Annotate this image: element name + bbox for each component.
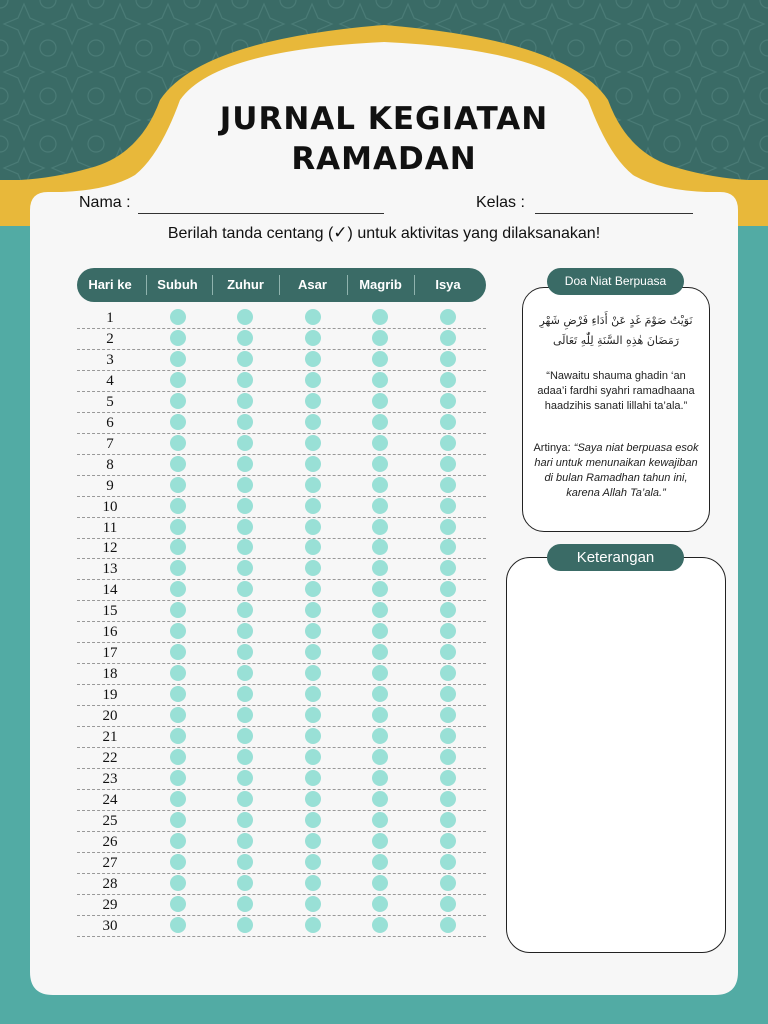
check-circle-asar[interactable]: [305, 456, 321, 472]
page-title-line2: RAMADAN: [291, 141, 477, 177]
header-subuh: Subuh: [157, 277, 198, 292]
check-circle-isya[interactable]: [440, 581, 456, 597]
check-circle-zuhur[interactable]: [237, 665, 253, 681]
check-circle-isya[interactable]: [440, 435, 456, 451]
check-circle-asar[interactable]: [305, 707, 321, 723]
check-circle-zuhur[interactable]: [237, 812, 253, 828]
check-circle-magrib[interactable]: [372, 560, 388, 576]
table-row: [77, 517, 486, 539]
check-circle-isya[interactable]: [440, 812, 456, 828]
table-row: [77, 915, 486, 937]
doa-card-title: Doa Niat Berpuasa: [547, 268, 684, 295]
check-circle-subuh[interactable]: [170, 330, 186, 346]
table-row: [77, 768, 486, 790]
table-row: [77, 726, 486, 748]
day-number: 5: [106, 393, 114, 410]
check-circle-subuh[interactable]: [170, 435, 186, 451]
table-row: [77, 600, 486, 622]
check-circle-subuh[interactable]: [170, 623, 186, 639]
check-circle-asar[interactable]: [305, 414, 321, 430]
check-circle-subuh[interactable]: [170, 498, 186, 514]
check-circle-zuhur[interactable]: [237, 309, 253, 325]
day-number: 14: [102, 582, 118, 599]
check-circle-subuh[interactable]: [170, 309, 186, 325]
check-circle-subuh[interactable]: [170, 414, 186, 430]
check-circle-magrib[interactable]: [372, 896, 388, 912]
check-circle-isya[interactable]: [440, 791, 456, 807]
check-circle-isya[interactable]: [440, 728, 456, 744]
day-number: 29: [102, 896, 118, 913]
check-circle-isya[interactable]: [440, 854, 456, 870]
check-circle-subuh[interactable]: [170, 393, 186, 409]
check-circle-magrib[interactable]: [372, 749, 388, 765]
check-circle-asar[interactable]: [305, 372, 321, 388]
name-field-line[interactable]: [138, 213, 384, 214]
header-asar: Asar: [298, 277, 327, 292]
check-circle-asar[interactable]: [305, 812, 321, 828]
check-circle-subuh[interactable]: [170, 665, 186, 681]
check-circle-magrib[interactable]: [372, 351, 388, 367]
doa-meaning-text: “Saya niat berpuasa esok hari untuk menunaikan kewajiban di bulan Ramadhan tahun ini, karena Allah Ta’ala.”: [534, 442, 699, 499]
doa-arabic-text: نَوَيْتُ صَوْمَ غَدٍ عَنْ أَدَاءِ فَرْضِ شَهْرِ رَمَضَانَ هٰذِهِ السَّنَةِ لِلّٰهِ تَعَالَى: [539, 314, 693, 347]
check-circle-zuhur[interactable]: [237, 728, 253, 744]
check-circle-subuh[interactable]: [170, 686, 186, 702]
check-circle-zuhur[interactable]: [237, 644, 253, 660]
table-row: [77, 810, 486, 832]
table-row: [77, 852, 486, 874]
check-circle-zuhur[interactable]: [237, 854, 253, 870]
check-circle-subuh[interactable]: [170, 707, 186, 723]
day-number: 6: [106, 414, 114, 431]
check-circle-asar[interactable]: [305, 791, 321, 807]
day-number: 24: [102, 791, 118, 808]
check-circle-zuhur[interactable]: [237, 581, 253, 597]
table-row: [77, 391, 486, 413]
check-circle-isya[interactable]: [440, 539, 456, 555]
check-circle-magrib[interactable]: [372, 917, 388, 933]
check-circle-subuh[interactable]: [170, 602, 186, 618]
day-number: 3: [106, 351, 114, 368]
check-circle-asar[interactable]: [305, 854, 321, 870]
check-circle-zuhur[interactable]: [237, 707, 253, 723]
check-circle-asar[interactable]: [305, 644, 321, 660]
check-circle-asar[interactable]: [305, 393, 321, 409]
day-number: 7: [106, 435, 114, 452]
header-hari-ke: Hari ke: [88, 277, 132, 292]
table-header: [77, 268, 486, 302]
check-circle-isya[interactable]: [440, 707, 456, 723]
check-circle-magrib[interactable]: [372, 602, 388, 618]
day-number: 15: [102, 603, 118, 620]
check-circle-asar[interactable]: [305, 435, 321, 451]
check-circle-magrib[interactable]: [372, 477, 388, 493]
table-row: [77, 621, 486, 643]
check-circle-subuh[interactable]: [170, 896, 186, 912]
check-circle-magrib[interactable]: [372, 498, 388, 514]
check-circle-asar[interactable]: [305, 833, 321, 849]
day-number: 16: [102, 624, 118, 641]
table-row: [77, 705, 486, 727]
check-circle-magrib[interactable]: [372, 435, 388, 451]
check-circle-asar[interactable]: [305, 309, 321, 325]
table-row: [77, 328, 486, 350]
check-circle-asar[interactable]: [305, 896, 321, 912]
check-circle-subuh[interactable]: [170, 519, 186, 535]
check-circle-zuhur[interactable]: [237, 372, 253, 388]
class-field-line[interactable]: [535, 213, 693, 214]
check-circle-asar[interactable]: [305, 602, 321, 618]
check-circle-zuhur[interactable]: [237, 330, 253, 346]
day-number: 4: [106, 372, 114, 389]
table-row: [77, 537, 486, 559]
day-number: 2: [106, 330, 114, 347]
check-circle-asar[interactable]: [305, 519, 321, 535]
check-circle-asar[interactable]: [305, 749, 321, 765]
check-circle-subuh[interactable]: [170, 477, 186, 493]
check-circle-isya[interactable]: [440, 560, 456, 576]
check-circle-magrib[interactable]: [372, 644, 388, 660]
check-circle-zuhur[interactable]: [237, 791, 253, 807]
check-circle-zuhur[interactable]: [237, 456, 253, 472]
check-circle-subuh[interactable]: [170, 644, 186, 660]
check-circle-isya[interactable]: [440, 330, 456, 346]
check-circle-isya[interactable]: [440, 644, 456, 660]
check-circle-zuhur[interactable]: [237, 435, 253, 451]
check-circle-magrib[interactable]: [372, 309, 388, 325]
check-circle-subuh[interactable]: [170, 539, 186, 555]
check-circle-isya[interactable]: [440, 414, 456, 430]
check-circle-isya[interactable]: [440, 875, 456, 891]
notes-box[interactable]: [506, 557, 726, 953]
check-circle-zuhur[interactable]: [237, 875, 253, 891]
page-title-line1: JURNAL KEGIATAN: [219, 101, 549, 137]
check-circle-zuhur[interactable]: [237, 477, 253, 493]
day-number: 27: [102, 854, 118, 871]
table-row: [77, 433, 486, 455]
check-circle-asar[interactable]: [305, 477, 321, 493]
day-number: 23: [102, 770, 118, 787]
check-circle-magrib[interactable]: [372, 665, 388, 681]
table-row: [77, 558, 486, 580]
check-circle-asar[interactable]: [305, 581, 321, 597]
check-circle-zuhur[interactable]: [237, 498, 253, 514]
check-circle-isya[interactable]: [440, 686, 456, 702]
table-row: [77, 747, 486, 769]
check-circle-asar[interactable]: [305, 498, 321, 514]
check-circle-subuh[interactable]: [170, 560, 186, 576]
check-circle-magrib[interactable]: [372, 330, 388, 346]
header-magrib: Magrib: [359, 277, 402, 292]
check-circle-subuh[interactable]: [170, 581, 186, 597]
day-number: 19: [102, 687, 118, 704]
table-row: [77, 684, 486, 706]
check-circle-asar[interactable]: [305, 665, 321, 681]
check-circle-asar[interactable]: [305, 539, 321, 555]
check-circle-asar[interactable]: [305, 330, 321, 346]
check-circle-isya[interactable]: [440, 393, 456, 409]
day-number: 26: [102, 833, 118, 850]
checkmark-icon: ✓: [333, 223, 348, 242]
check-circle-magrib[interactable]: [372, 393, 388, 409]
instruction-text: [0, 223, 768, 243]
check-circle-isya[interactable]: [440, 896, 456, 912]
check-circle-isya[interactable]: [440, 749, 456, 765]
check-circle-zuhur[interactable]: [237, 623, 253, 639]
day-number: 17: [102, 645, 118, 662]
check-circle-magrib[interactable]: [372, 875, 388, 891]
instruction-before: Berilah tanda centang (: [167, 225, 334, 242]
class-label: Kelas :: [476, 194, 525, 211]
check-circle-zuhur[interactable]: [237, 560, 253, 576]
day-number: 30: [102, 917, 118, 934]
day-number: 11: [102, 519, 118, 536]
check-circle-subuh[interactable]: [170, 791, 186, 807]
check-circle-isya[interactable]: [440, 833, 456, 849]
day-number: 8: [106, 456, 114, 473]
check-circle-zuhur[interactable]: [237, 393, 253, 409]
check-circle-asar[interactable]: [305, 686, 321, 702]
check-circle-asar[interactable]: [305, 351, 321, 367]
table-row: [77, 370, 486, 392]
table-row: [77, 307, 486, 329]
day-number: 22: [102, 749, 118, 766]
check-circle-magrib[interactable]: [372, 372, 388, 388]
check-circle-asar[interactable]: [305, 728, 321, 744]
check-circle-isya[interactable]: [440, 917, 456, 933]
check-circle-asar[interactable]: [305, 917, 321, 933]
check-circle-isya[interactable]: [440, 623, 456, 639]
check-circle-magrib[interactable]: [372, 456, 388, 472]
check-circle-magrib[interactable]: [372, 414, 388, 430]
day-number: 10: [102, 498, 118, 515]
table-row: [77, 475, 486, 497]
check-circle-zuhur[interactable]: [237, 686, 253, 702]
check-circle-subuh[interactable]: [170, 728, 186, 744]
table-row: [77, 496, 486, 518]
check-circle-isya[interactable]: [440, 372, 456, 388]
table-row: [77, 831, 486, 853]
doa-latin-text: “Nawaitu shauma ghadin ‘an adaa’i fardhi syahri ramadhaana haadzihis sanati lillahi ta’ala.”: [537, 370, 695, 412]
check-circle-asar[interactable]: [305, 623, 321, 639]
check-circle-isya[interactable]: [440, 477, 456, 493]
table-row: [77, 894, 486, 916]
check-circle-isya[interactable]: [440, 351, 456, 367]
check-circle-magrib[interactable]: [372, 728, 388, 744]
check-circle-isya[interactable]: [440, 456, 456, 472]
check-circle-isya[interactable]: [440, 665, 456, 681]
name-label: Nama :: [79, 194, 131, 211]
notes-title: Keterangan: [547, 544, 684, 571]
check-circle-isya[interactable]: [440, 498, 456, 514]
doa-meaning-label: Artinya:: [533, 442, 574, 454]
day-number: 12: [102, 540, 118, 557]
check-circle-subuh[interactable]: [170, 917, 186, 933]
table-row: [77, 412, 486, 434]
check-circle-asar[interactable]: [305, 875, 321, 891]
check-circle-subuh[interactable]: [170, 770, 186, 786]
check-circle-isya[interactable]: [440, 519, 456, 535]
table-row: [77, 454, 486, 476]
day-number: 13: [102, 561, 118, 578]
check-circle-magrib[interactable]: [372, 770, 388, 786]
table-row: [77, 873, 486, 895]
check-circle-subuh[interactable]: [170, 854, 186, 870]
table-row: [77, 579, 486, 601]
header-isya: Isya: [435, 277, 461, 292]
check-circle-magrib[interactable]: [372, 686, 388, 702]
day-number: 1: [106, 310, 114, 326]
check-circle-subuh[interactable]: [170, 351, 186, 367]
check-circle-magrib[interactable]: [372, 854, 388, 870]
check-circle-magrib[interactable]: [372, 519, 388, 535]
check-circle-zuhur[interactable]: [237, 539, 253, 555]
check-circle-magrib[interactable]: [372, 707, 388, 723]
day-number: 28: [102, 875, 118, 892]
check-circle-subuh[interactable]: [170, 749, 186, 765]
table-row: [77, 789, 486, 811]
doa-meaning: [532, 441, 700, 501]
check-circle-subuh[interactable]: [170, 812, 186, 828]
check-circle-subuh[interactable]: [170, 875, 186, 891]
check-circle-subuh[interactable]: [170, 833, 186, 849]
check-circle-magrib[interactable]: [372, 581, 388, 597]
check-circle-magrib[interactable]: [372, 791, 388, 807]
table-row: [77, 349, 486, 371]
check-circle-zuhur[interactable]: [237, 833, 253, 849]
check-circle-magrib[interactable]: [372, 833, 388, 849]
check-circle-isya[interactable]: [440, 770, 456, 786]
table-row: [77, 642, 486, 664]
check-circle-zuhur[interactable]: [237, 351, 253, 367]
check-circle-magrib[interactable]: [372, 623, 388, 639]
check-circle-magrib[interactable]: [372, 812, 388, 828]
day-number: 20: [102, 708, 118, 725]
day-number: 21: [102, 729, 118, 745]
instruction-after: ) untuk aktivitas yang dilaksanakan!: [347, 225, 601, 242]
check-circle-zuhur[interactable]: [237, 896, 253, 912]
check-circle-zuhur[interactable]: [237, 749, 253, 765]
check-circle-zuhur[interactable]: [237, 519, 253, 535]
check-circle-subuh[interactable]: [170, 456, 186, 472]
header-zuhur: Zuhur: [227, 277, 264, 292]
check-circle-isya[interactable]: [440, 602, 456, 618]
check-circle-magrib[interactable]: [372, 539, 388, 555]
table-row: [77, 663, 486, 685]
check-circle-zuhur[interactable]: [237, 770, 253, 786]
check-circle-zuhur[interactable]: [237, 414, 253, 430]
check-circle-zuhur[interactable]: [237, 917, 253, 933]
day-number: 9: [106, 477, 114, 494]
check-circle-asar[interactable]: [305, 770, 321, 786]
check-circle-subuh[interactable]: [170, 372, 186, 388]
day-number: 25: [102, 812, 118, 829]
check-circle-isya[interactable]: [440, 309, 456, 325]
check-circle-asar[interactable]: [305, 560, 321, 576]
check-circle-zuhur[interactable]: [237, 602, 253, 618]
day-number: 18: [102, 666, 118, 683]
